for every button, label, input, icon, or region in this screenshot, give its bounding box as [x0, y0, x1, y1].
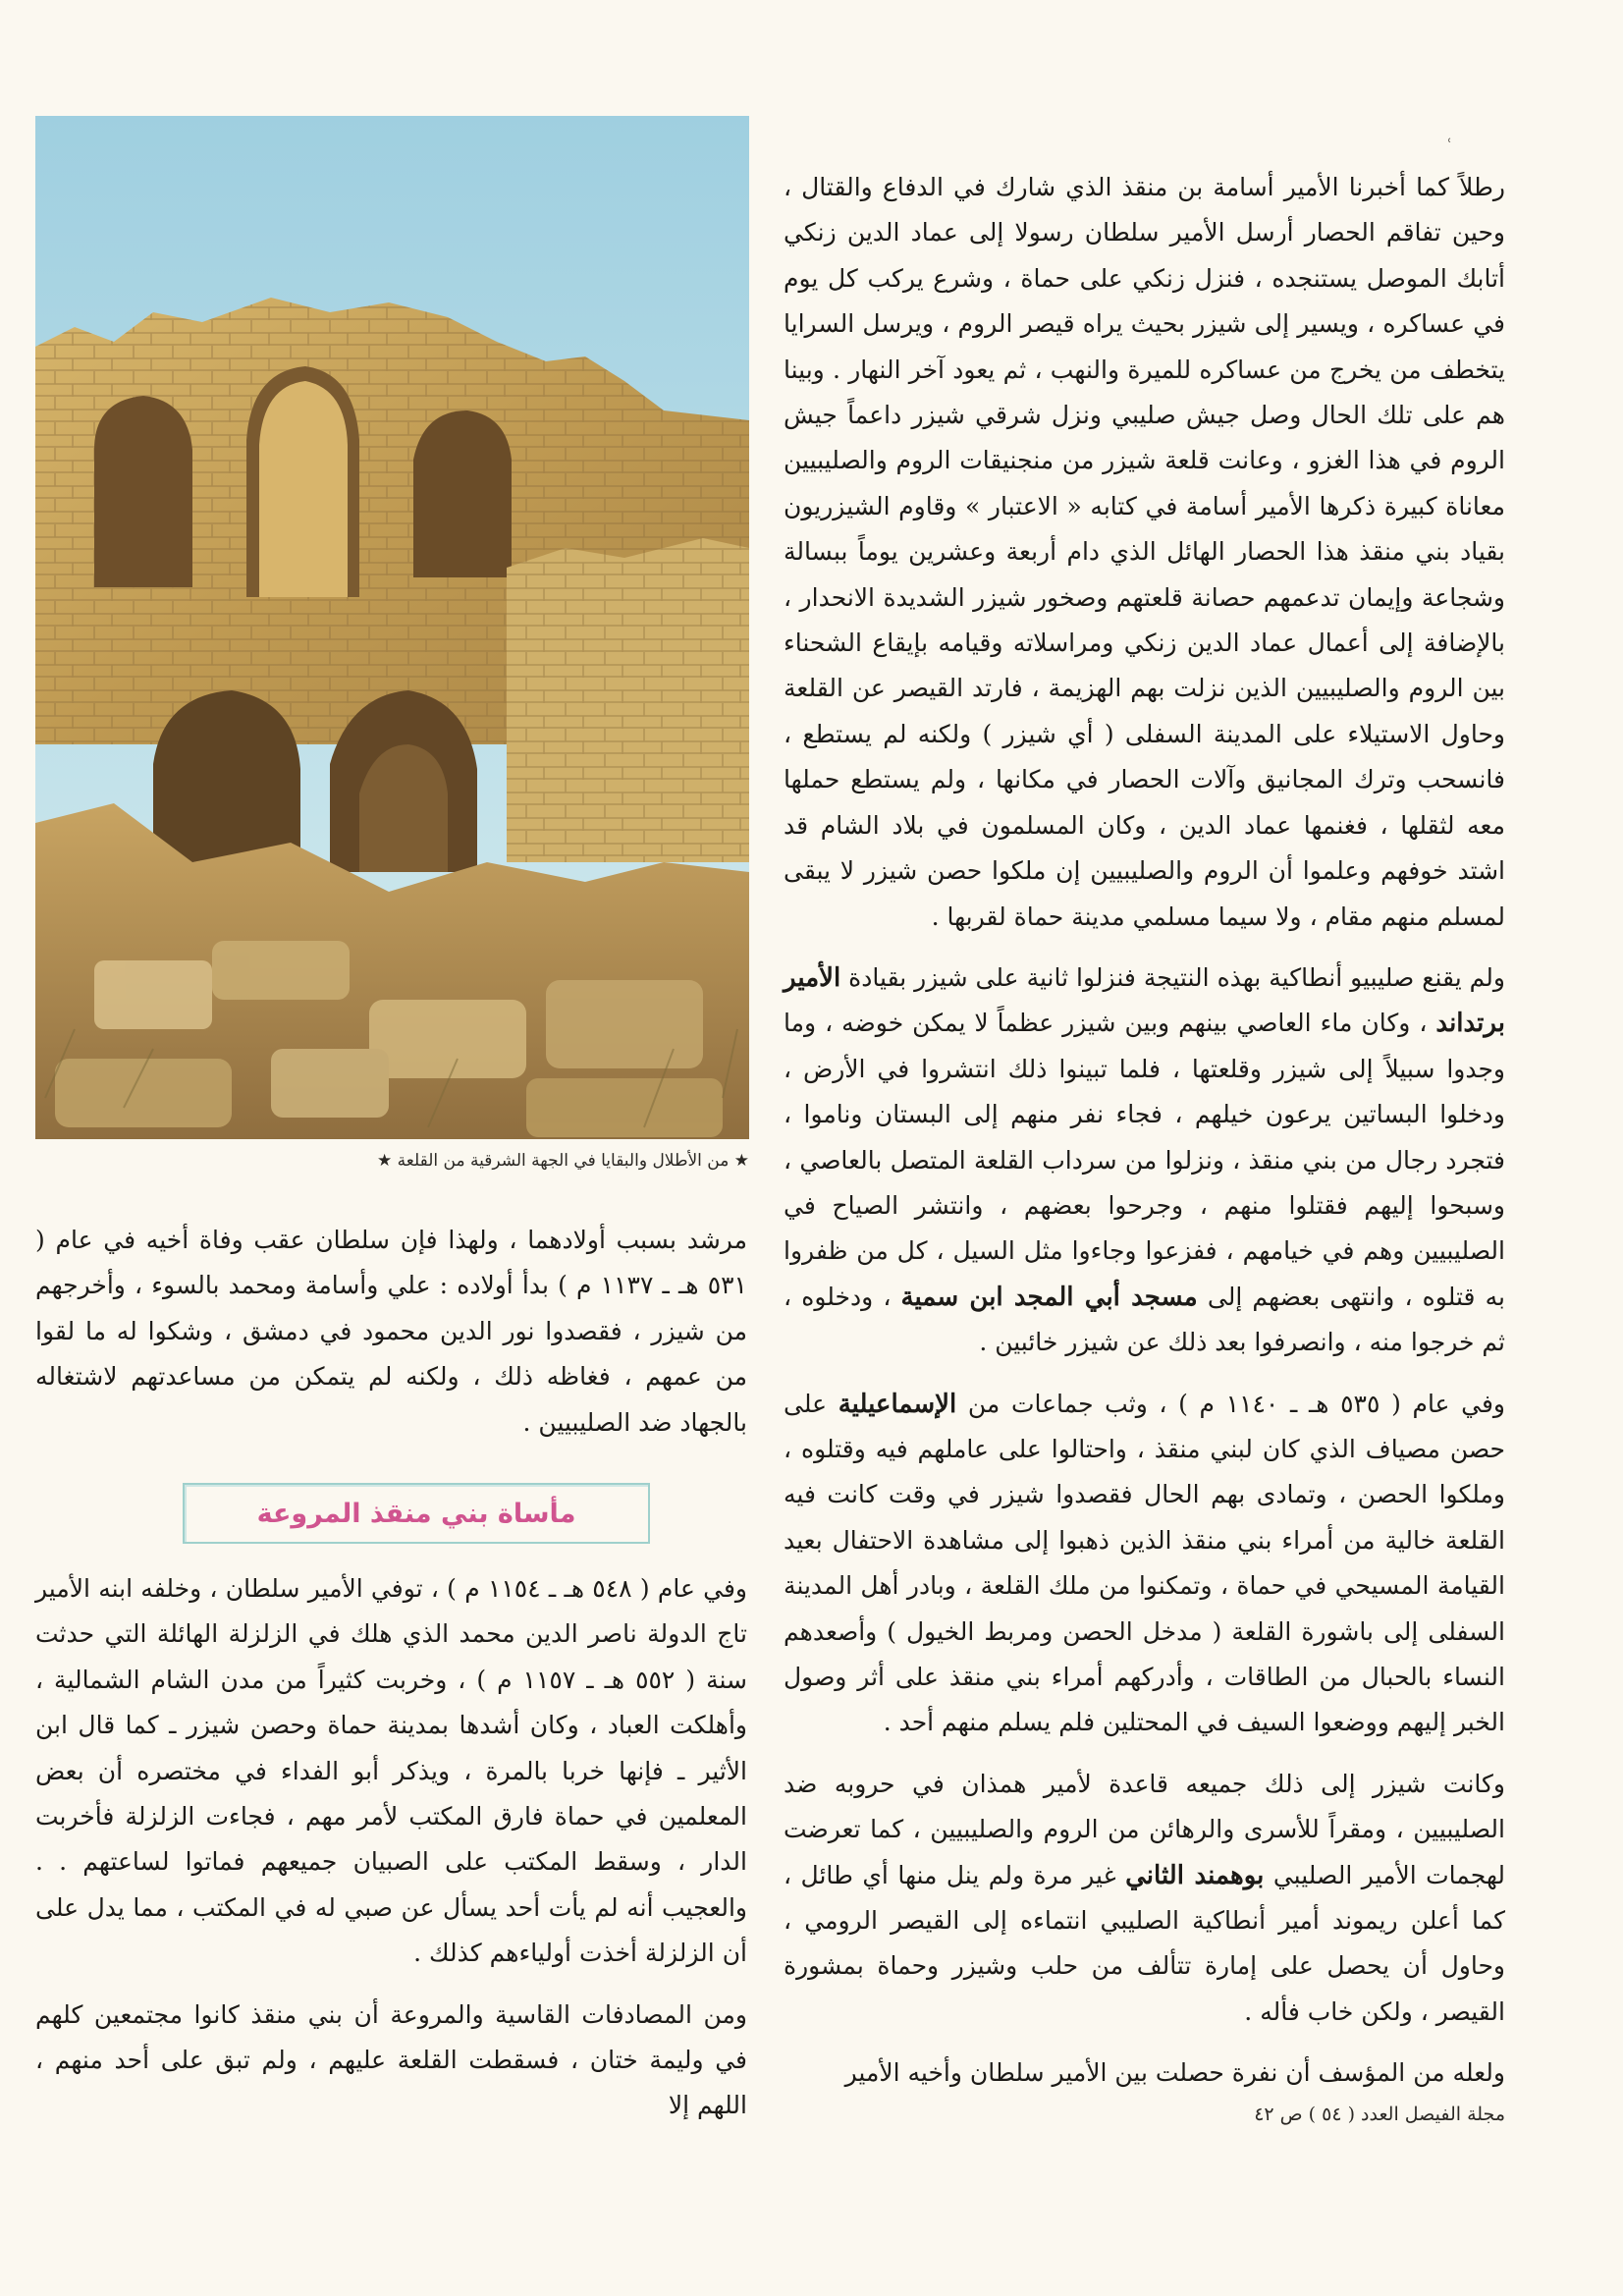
paragraph [784, 956, 1505, 1366]
paragraph: ومن المصادفات القاسية والمروعة أن بني منقذ كانوا مجتمعين كلهم في وليمة ختان ، فسقطت القلعة عليهم ، ولم تبق على أحد منهم ، اللهم إلا [35, 1999, 747, 2120]
paragraph: رطلاً كما أخبرنا الأمير أسامة بن منقذ الذي شارك في الدفاع والقتال ، وحين تفاقم الحصار أرسل الأمير سلطان رسولا إلى عماد الدين زنكي أتابك الموصل يستنجده ، فنزل زنكي على حماة ، وشرع يركب كل يوم في عساكره ، ويسير إلى شيزر بحيث يراه قيصر الروم ، ويرسل السرايا يتخطف من يخرج من عساكره للميرة والنهب ، ثم يعود آخر النهار . وبينا هم على تلك الحال وصل جيش صليبي ونزل شرقي شيزر داعماً جيش الروم في هذا الغزو ، وعانت قلعة شيزر من منجنيقات الروم والصليبيين معاناة كبيرة ذكرها الأمير أسامة في كتابه « الاعتبار » وقاوم الشيزريون بقياد بني منقذ هذا الحصار الهائل الذي دام أربعة وعشرين يوماً ببسالة وشجاعة وإيمان تدعمهم حصانة قلعتهم وصخور شيزر الشديدة الانحدار ، بالإضافة إلى أعمال عماد الدين زنكي ومراسلاته وقيامه بإيقاع الشحناء بين الروم والصليبيين الذين نزلت بهم الهزيمة ، فارتد القيصر عن القلعة وحاول الاستيلاء على المدينة السفلى ( أي شيزر ) ولكنه لم يستطع ، فانسحب وترك المجانيق وآلات الحصار في مكانها ، ولم يستطع حملها معه لثقلها ، فغنمها عماد الدين ، وكان المسلمون في بلاد الشام قد اشتد خوفهم وعلموا أن الروم والصليبيين إن ملكوا حصن شيزر لا يبقى لمسلم منهم مقام ، ولا سيما مسلمي مدينة حماة لقربها . [784, 173, 1506, 931]
arch [413, 410, 512, 577]
paragraph: وفي عام ( ٥٤٨ هـ ـ ١١٥٤ م ) ، توفي الأمير سلطان ، وخلفه ابنه الأمير تاج الدولة ناصر الدين محمد الذي هلك في الزلزلة الهائلة التي حدثت سنة ( ٥٥٢ هـ ـ ١١٥٧ م ) ، وخربت كثيراً من مدن الشام الشمالية ، وأهلكت العباد ، وكان أشدها بمدينة حماة وحصن شيزر ـ كما قال ابن الأثير ـ فإنها خربا بالمرة ، ويذكر أبو الفداء في مختصره أن بعض المعلمين في حماة فارق المكتب لأمر مهم ، فجاءت الزلزلة فأخربت الدار ، وسقط المكتب على الصبيان جميعهم فماتوا لساعتهم . . والعجيب أنه لم يأت أحد يسأل عن صبي له في المكتب ، مما يدل على أن الزلزلة أخذت أولياءهم كذلك . [35, 1574, 747, 1968]
paragraph: ولعله من المؤسف أن نفرة حصلت بين الأمير سلطان وأخيه الأمير [844, 2058, 1505, 2088]
text-run: ولم يقنع صليبيو أنطاكية بهذه النتيجة فنزلوا ثانية على شيزر بقيادة [840, 962, 1505, 992]
text-run: وكانت شيزر إلى ذلك جميعه قاعدة لأمير همذان في حروبه ضد الصليبيين ، ومقراً للأسرى والرهائن من الروم والصليبيين ، كما تعرضت لهجمات الأمير الصليبي [784, 1769, 1505, 1889]
page-mark: ʿ [1447, 136, 1452, 154]
paragraph [784, 1762, 1505, 2035]
text-run: وفي عام ( ٥٣٥ هـ ـ ١١٤٠ م ) ، وثب جماعات من [956, 1389, 1505, 1418]
page-footer: مجلة الفيصل العدد ( ٥٤ ) ص ٤٢ [1254, 2104, 1505, 2125]
text-run: على حصن مصياف الذي كان لبني منقذ ، واحتالوا على عاملهم فيه وقتلوه ، وملكوا الحصن ، وتمادى بهم الحال فقصدوا شيزر في وقت كانت فيه القلعة خالية من أمراء بني منقذ الذين ذهبوا إلى مشاهدة الاحتفال بعيد القيامة المسيحي في حماة ، وتمكنوا من ملك القلعة ، وبادر أهل المدينة السفلى إلى باشورة القلعة ( مدخل الحصن ومربط الخيول ) وأصعدهم النساء بالحبال من الطاقات ، وأدركهم أمراء بني منقذ على أثر وصول الخبر إليهم ووضعوا السيف في المحتلين فلم يسلم منهم أحد . [784, 1389, 1505, 1737]
arch [153, 690, 300, 862]
emphasis-name: بوهمند الثاني [1125, 1860, 1265, 1890]
photo-caption: ★ من الأطلال والبقايا في الجهة الشرقية من القلعة ★ [377, 1151, 749, 1171]
text-run: غير مرة ولم ينل منها أي طائل ، كما أعلن ريموند أمير أنطاكية الصليبي انتماءه إلى القيصر الرومي ، وحاول أن يحصل على إمارة تتألف من حلب وشيزر وحماة بمشورة القيصر ، ولكن خاب فأله . [784, 1860, 1505, 2026]
right-column [784, 165, 1505, 2097]
section-heading-box [183, 1483, 650, 1544]
emphasis-name: الإسماعيلية [838, 1389, 957, 1419]
section-title: مأساة بني منقذ المروعة [256, 1498, 576, 1529]
text-run: ، وكان ماء العاصي بينهم وبين شيزر عظماً لا يمكن خوضه ، وما وجدوا سبيلاً إلى شيزر وقلعتها ، فلما تبينوا ذلك انتشروا في الأرض ، ودخلوا البساتين يرعون خيلهم ، فجاء نفر منهم إلى البستان وناموا ، فتجرد رجال من بني منقذ ، ونزلوا من سرداب القلعة المتصل بالعاصي ، وسبحوا إليهم فقتلوا منهم ، وجرحوا بعضهم ، وانتشر الصياح في الصليبيين وهم في خيامهم ، ففزعوا وجاءوا مثل السيل ، كل من ظفروا به قتلوه ، وانتهى بعضهم إلى [784, 1009, 1505, 1311]
emphasis-name: الأمير برتداند [784, 962, 1505, 1039]
arch [94, 396, 192, 587]
ruins-photo [35, 116, 749, 1139]
left-column-top [35, 1218, 747, 1446]
paragraph: مرشد بسبب أولادهما ، ولهذا فإن سلطان عقب وفاة أخيه في عام ( ٥٣١ هـ ـ ١١٣٧ م ) بدأ أولاده : علي وأسامة ومحمد بالسوء ، وأخرجهم من شيزر ، فقصدوا نور الدين محمود في دمشق ، وشكوا له ما لقوا من عمهم ، فغاظه ذلك ، ولكنه لم يتمكن من مساعدتهم لاشتغاله بالجهاد ضد الصليبيين . [35, 1226, 747, 1437]
text-run: ، ودخلوه ، ثم خرجوا منه ، وانصرفوا بعد ذلك عن شيزر خائبين . [784, 1282, 1505, 1357]
left-column-bottom [35, 1566, 747, 2129]
paragraph [784, 1382, 1505, 1746]
emphasis-name: مسجد أبي المجد ابن سمية [900, 1282, 1198, 1312]
